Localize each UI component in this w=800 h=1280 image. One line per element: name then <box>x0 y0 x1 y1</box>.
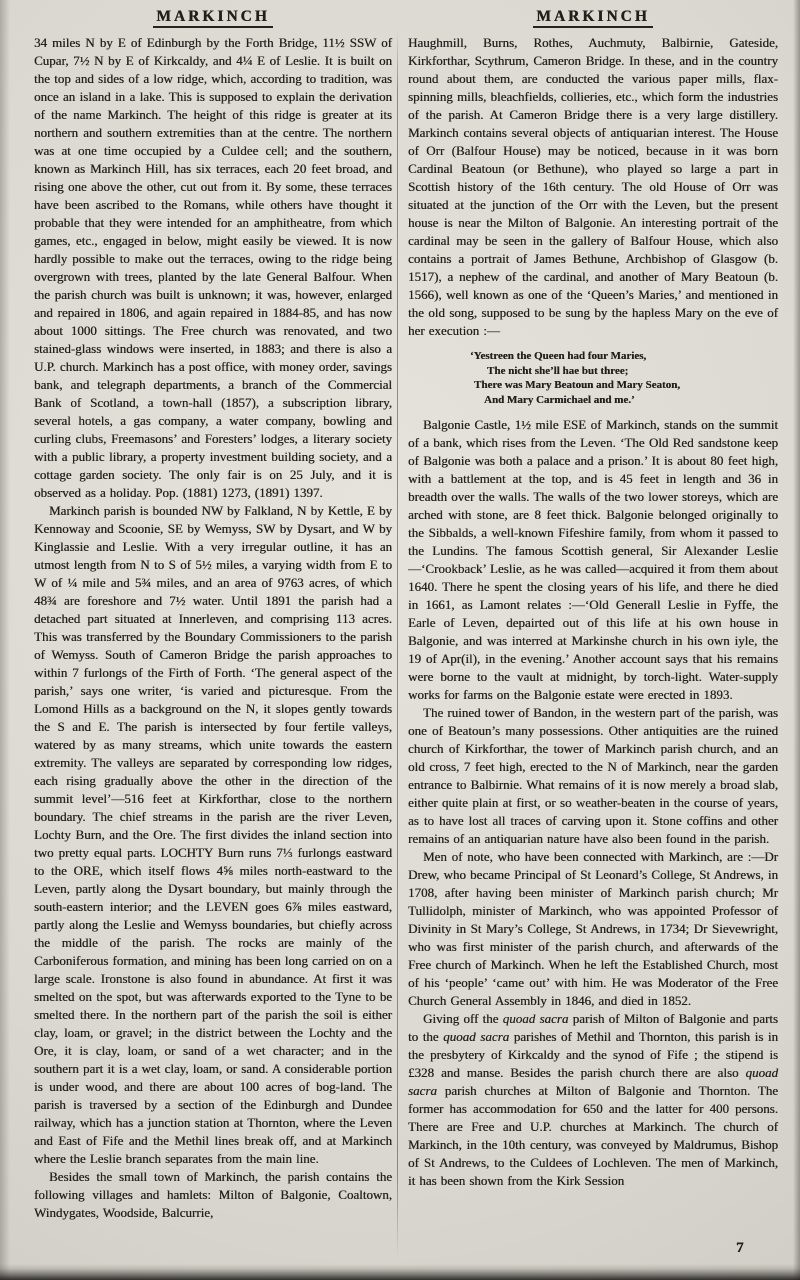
paragraph-town-description: 34 miles N by E of Edinburgh by the Forth Bridge, 11½ SSW of Cupar, 7½ N by E of Kirkcaldy, and 4¼ E of Leslie. It is built on the top and sides of a low ridge, which, according to tradition, was once an island in a lake. This is supposed to explain the derivation of the name Markinch. The height of this ridge is greater at its northern and southern extremities than at the centre. The northern was at one time occupied by a Culdee cell; and the southern, known as Markinch Hill, has six terraces, each 20 feet broad, and rising one above the other, cut out from it. By some, these terraces have been ascribed to the Romans, while others have thought it probable that they were intended for an amphitheatre, from which games, etc., engaged in below, might easily be viewed. It is now hardly possible to make out the terraces, owing to the ridge being overgrown with trees, planted by the late General Balfour. When the parish church was built is unknown; it was, however, enlarged and repaired in 1806, and again repaired in 1884-85, and has now about 1000 sittings. The Free church was renovated, and two stained-glass windows were inserted, in 1883; and there is also a U.P. church. Markinch has a post office, with money order, savings bank, and telegraph departments, a branch of the Commercial Bank of Scotland, a town-hall (1857), a subscription library, several hotels, a gas company, a water company, bowling and curling clubs, Freemasons’ and Foresters’ lodges, a literary society with a public library, a property investment building society, and a cottage garden society. The only fair is on 25 July, and it is observed as a holiday. Pop. (1881) 1273, (1891) 1397. <box>34 35 392 500</box>
left-column <box>34 0 392 1222</box>
paragraph-men-of-note: Men of note, who have been connected with Markinch, are :—Dr Drew, who became Principal of St Leonard’s College, St Andrews, in 1708, after having been minister of Markinch parish church; Mr Tullidolph, minister of Markinch, who was appointed Professor of Divinity in St Mary’s College, St Andrews, in 1734; Dr Sievewright, who was first minister of the parish church, and afterwards of the Free church of Markinch. When he left the Established Church, most of his ‘people’ ‘came out’ with him. He was Moderator of the Free Church General Assembly in 1846, and died in 1852. <box>408 849 778 1008</box>
running-head-right <box>408 0 778 34</box>
page-title: MARKINCH <box>533 8 653 28</box>
paragraph-hamlets-antiquities: Haughmill, Burns, Rothes, Auchmuty, Balbirnie, Gateside, Kirkforthar, Scythrum, Cameron Bridge. In these, and in the country round about them, are conducted the various paper mills, flax-spinning mills, bleachfields, collieries, etc., which form the industries of the parish. At Cameron Bridge there is a very large distillery. Markinch contains several objects of antiquarian interest. The House of Orr (Balfour House) may be noticed, because in it was born Cardinal Beatoun (or Bethune), who played so large a part in Scottish history of the 16th century. The old House of Orr was situated at the junction of the Orr with the Leven, but the present house is near the Milton of Balgonie. An interesting portrait of the cardinal may be seen in the gallery of Balfour House, which also contains a portrait of James Bethune, Archbishop of Glasgow (b. 1517), a nephew of the cardinal, and another of Mary Beatoun (b. 1566), well known as one of the ‘Queen’s Maries,’ and mentioned in the old song, supposed to be sung by the hapless Mary on the eve of her execution :— <box>408 35 778 338</box>
verse-line: The nicht she’ll hae but three; <box>487 364 629 377</box>
column-divider-rule <box>397 30 398 1258</box>
paragraph-villages: Besides the small town of Markinch, the parish contains the following villages and hamlets: Milton of Balgonie, Coaltown, Windygates, Woodside, Balcurrie, <box>34 1169 392 1220</box>
page-number: 7 <box>736 1240 744 1256</box>
scan-edge-bottom <box>0 1264 800 1280</box>
scan-edge-right <box>793 0 800 1280</box>
verse-line: And Mary Carmichael and me.’ <box>484 393 635 406</box>
verse-line: ‘Yestreen the Queen had four Maries, <box>470 350 647 362</box>
paragraph-quoad-sacra: Giving off the quoad sacra parish of Milton of Balgonie and parts to the quoad sacra parishes of Methil and Thornton, this parish is in the presbytery of Kirkcaldy and the synod of Fife ; the stipend is £328 and manse. Besides the parish church there are also quoad sacra parish churches at Milton of Balgonie and Thornton. The former has accommodation for 650 and the latter for 400 persons. There are Free and U.P. churches at Markinch. The church of Markinch, in the 10th century, was conveyed by Maldrumus, Bishop of St Andrews, to the Culdees of Lochleven. The men of Markinch, it has been shown from the Kirk Session <box>408 1011 779 1188</box>
paragraph-parish-bounds: Markinch parish is bounded NW by Falkland, N by Kettle, E by Kennoway and Scoonie, SE by Wemyss, SW by Dysart, and W by Kinglassie and Leslie. With a very irregular outline, it has an utmost length from N to S of 5½ miles, a varying width from E to W of ¼ mile and 5¾ miles, and an area of 9763 acres, of which 48¾ are foreshore and 7½ water. Until 1891 the parish had a detached part situated at Innerleven, and comprising 113 acres. This was transferred by the Boundary Commissioners to the parish of Wemyss. South of Cameron Bridge the parish approaches to within 7 furlongs of the Firth of Forth. ‘The general aspect of the parish,’ says one writer, ‘is varied and picturesque. From the Lomond Hills as a background on the N, it slopes gently towards the S and E. The parish is intersected by four fertile valleys, watered by as many streams, which unite towards the eastern extremity. The valleys are separated by corresponding low ridges, each rising gradually above the other in the direction of the summit level’—516 feet at Kirkforthar, close to the northern boundary. The chief streams in the parish are the river Leven, Lochty Burn, and the Ore. The first divides the inland section into two pretty equal parts. LOCHTY Burn runs 7⅓ furlongs eastward to the ORE, which itself flows 4⅝ miles north-eastward to the Leven, partly along the Dysart boundary, but mainly through the south-eastern interior; and the LEVEN goes 6⅞ miles eastward, partly along the Leslie and Wemyss boundaries, but chiefly across the middle of the parish. The rocks are mainly of the Carboniferous formation, and mining has been long carried on on a large scale. Ironstone is also found in abundance. At first it was smelted on the spot, but was afterwards exported to the Tyne to be smelted there. In the northern part of the parish the soil is either clay, loam, or gravel; in the district between the Lochty and the Ore, it is clay, loam, or sand of a wet character; and in the southern part it is a wet clay, loam, or sand. A considerable portion is under wood, and there are about 100 acres of bog-land. The parish is traversed by a section of the Edinburgh and Dundee railway, which has a junction station at Thornton, where the Leven and East of Fife and the Methil lines break off, and at Markinch where the Leslie branch separates from the main line. <box>34 503 392 1166</box>
running-head-left <box>34 0 392 34</box>
verse-line: There was Mary Beatoun and Mary Seaton, <box>474 379 681 391</box>
page-title: MARKINCH <box>153 8 273 28</box>
verse-quote <box>408 349 778 407</box>
paragraph-bandon-tower: The ruined tower of Bandon, in the western part of the parish, was one of Beatoun’s many possessions. Other antiquities are the ruined church of Kirkforthar, the tower of Markinch parish church, and an old cross, 7 feet high, erected to the N of Markinch, near the garden entrance to Balbirnie. What remains of it is now merely a broad slab, either quite plain at first, or so weather-beaten in the course of years, as to have lost all traces of carving upon it. Stone coffins and other remains of an antiquarian nature have also been found in the parish. <box>408 705 778 846</box>
scan-edge-left <box>0 0 10 1280</box>
right-column <box>408 0 778 1190</box>
paragraph-balgonie-castle: Balgonie Castle, 1½ mile ESE of Markinch, stands on the summit of a bank, which rises from the Leven. ‘The Old Red sandstone keep of Balgonie was both a palace and a prison.’ It is about 80 feet high, with a battlement at the top, and is 45 feet in length and 36 in breadth over the walls. The walls of the two lower storeys, which are arched with stone, are 8 feet thick. Balgonie belonged originally to the Sibbalds, a well-known Fifeshire family, from whom it passed to the Lundins. The famous Scottish general, Sir Alexander Leslie—‘Crookback’ Leslie, as he was called—acquired it from them about 1640. There he spent the closing years of his life, and there he died in 1661, as Lamont relates :—‘Old Generall Leslie in Fyffe, the Earle of Leven, depairted out of this life at his own house in Balgonie, and was interred at Markinshe church in his own iyle, the 19 of Apr(il), in the evening.’ Another account says that his remains were borne to the vault at midnight, by torch-light. Water-supply works for farms on the Balgonie estate were erected in 1893. <box>408 417 778 702</box>
